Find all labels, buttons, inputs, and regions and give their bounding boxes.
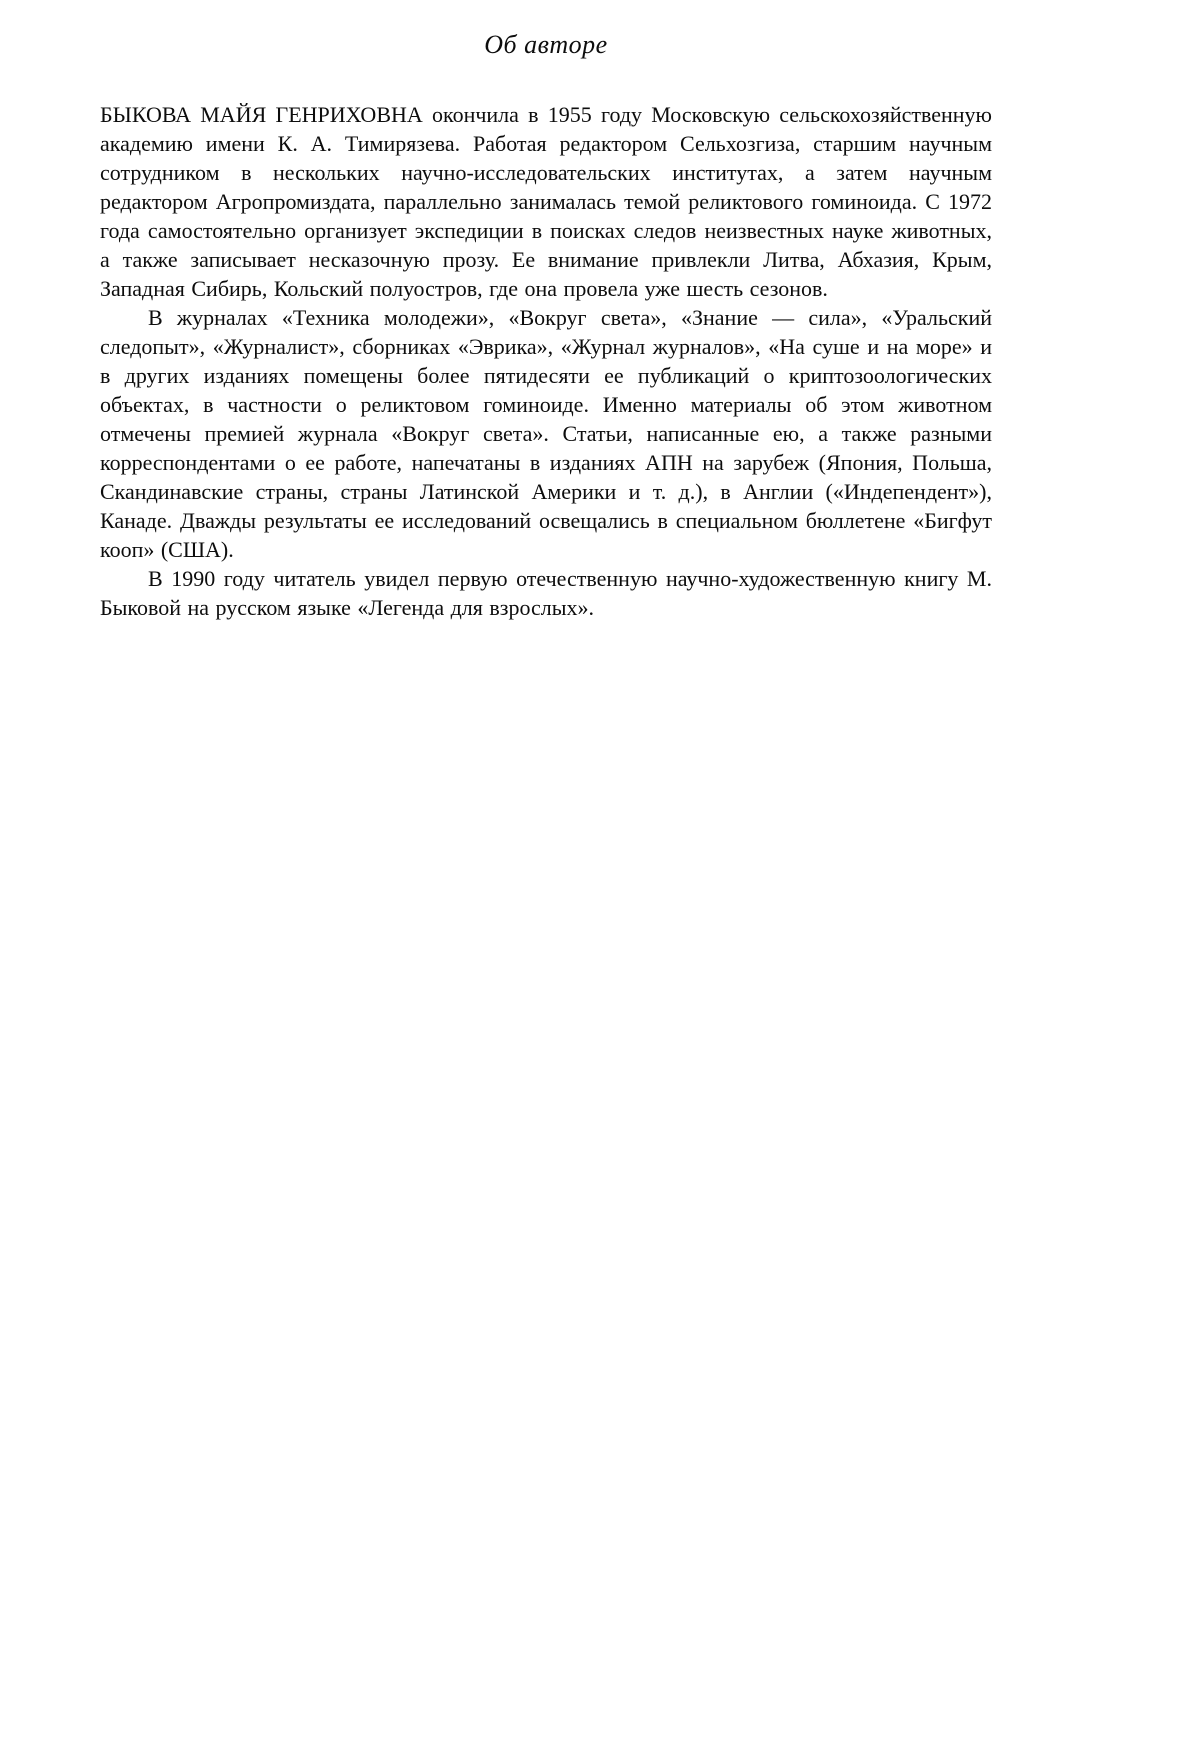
paragraph-about-author-bio: БЫКОВА МАЙЯ ГЕНРИХОВНА окончила в 1955 году Московскую сельскохозяйственную академию имени К. А. Тимирязева. Работая редактором Сельхозгиза, старшим научным сотрудником в нескольких научно-исследовательских институтах, а затем научным редактором Агропромиздата, параллельно занималась темой реликтового гоминоида. С 1972 года самостоятельно организует экспедиции в поисках следов неизвестных науке животных, а также записывает несказочную прозу. Ее внимание привлекли Литва, Абхазия, Крым, Западная Сибирь, Кольский полуостров, где она провела уже шесть сезонов.	[100, 102, 992, 301]
paragraph-publications: В журналах «Техника молодежи», «Вокруг света», «Знание — сила», «Уральский следопыт», «Журналист», сборниках «Эврика», «Журнал журналов», «На суше и на море» и в других изданиях помещены более пятидесяти ее публикаций о криптозоологических объектах, в частности о реликтовом гоминоиде. Именно материалы об этом животном отмечены премией журнала «Вокруг света». Статьи, написанные ею, а также разными корреспондентами о ее работе, напечатаны в изданиях АПН на зарубеж (Япония, Польша, Скандинавские страны, страны Латинской Америки и т. д.), в Англии («Индепендент»), Канаде. Дважды результаты ее исследований освещались в специальном бюллетене «Бигфут кооп» (США).	[100, 305, 992, 562]
page-title: Об авторе	[484, 30, 608, 59]
text-block	[100, 30, 992, 622]
paragraph-first-book: В 1990 году читатель увидел первую отечественную научно-художественную книгу М. Быковой на русском языке «Легенда для взрослых».	[100, 566, 992, 620]
